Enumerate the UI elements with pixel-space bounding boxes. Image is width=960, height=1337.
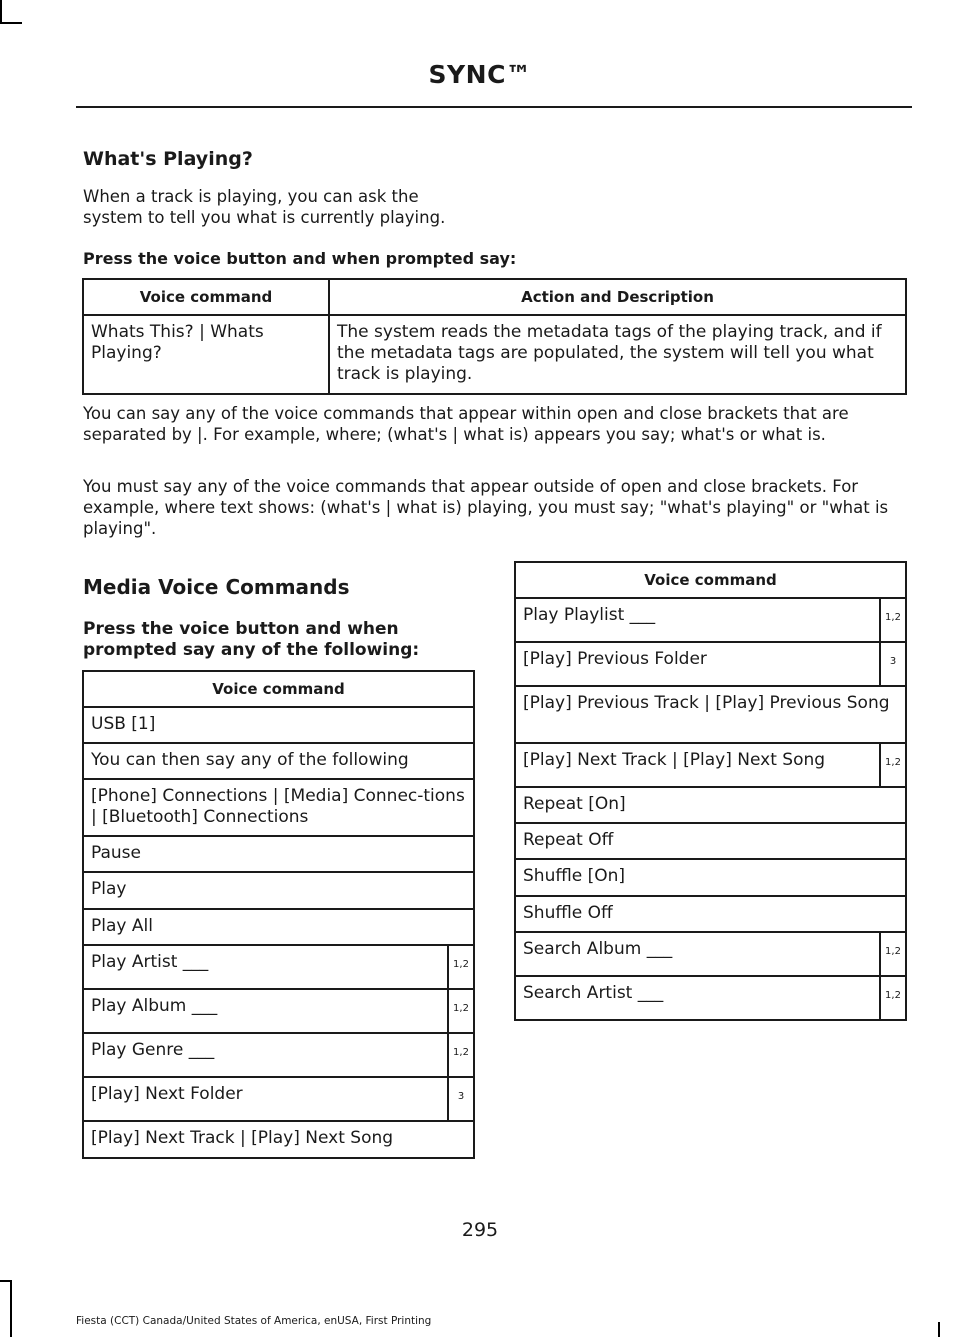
table-row: [83, 1033, 474, 1077]
command-cell: [Phone] Connections | [Media] Connec-tions | [Bluetooth] Connections: [91, 786, 465, 827]
command-cell: [Play] Previous Folder: [523, 649, 707, 669]
command-cell: Shuffle Off: [523, 903, 613, 923]
whats-playing-prompt: Press the voice button and when prompted say:: [83, 249, 517, 268]
column-header-action: Action and Description: [329, 279, 906, 315]
footnote-reference: 1,2: [885, 946, 901, 957]
brackets-paragraph-2: You must say any of the voice commands that appear outside of open and close brackets. For example, where text shows: (what's | what is) playing, you must say; "what's playing" or "what is playing".: [83, 477, 889, 538]
table-row: [83, 909, 474, 945]
command-cell: Whats This? | Whats Playing?: [91, 322, 264, 363]
command-cell: [Play] Next Track | [Play] Next Song: [91, 1128, 394, 1148]
footnote-reference: 1,2: [885, 612, 901, 623]
footnote-reference: 1,2: [453, 1047, 469, 1058]
command-cell: [Play] Previous Track | [Play] Previous Song: [523, 693, 890, 713]
table-row: [83, 989, 474, 1033]
table-row: [515, 932, 906, 976]
table-row: [83, 836, 474, 872]
table-row: [515, 598, 906, 642]
footnote-reference: 1,2: [453, 1003, 469, 1014]
media-prompt: Press the voice button and when prompted say any of the following:: [83, 619, 420, 660]
table-row: [83, 779, 474, 836]
table-row: [515, 823, 906, 859]
table-row: [83, 945, 474, 989]
footnote-reference: 3: [889, 656, 897, 667]
crop-mark-top-left: [0, 0, 2, 22]
table-row: [515, 896, 906, 932]
description-cell: The system reads the metadata tags of the playing track, and if the metadata tags are populated, the system will tell you what track is playing.: [337, 322, 882, 384]
command-cell: USB [1]: [91, 714, 156, 734]
command-cell: [Play] Next Track | [Play] Next Song: [523, 750, 826, 770]
command-cell: [Play] Next Folder: [91, 1084, 243, 1104]
media-commands-table-right: [514, 561, 907, 1021]
command-cell: Play All: [91, 916, 153, 936]
media-voice-commands-heading: Media Voice Commands: [83, 575, 350, 599]
command-cell: Play Playlist ___: [523, 605, 656, 625]
column-header-voice-command: Voice command: [83, 279, 329, 315]
command-cell: Repeat Off: [523, 830, 614, 850]
table-row: [83, 1121, 474, 1158]
command-cell: You can then say any of the following: [91, 750, 409, 770]
table-header-row: [83, 279, 906, 315]
crop-mark-bottom-left: [10, 1280, 12, 1337]
column-header-voice-command: Voice command: [515, 562, 906, 598]
footnote-reference: 1,2: [453, 959, 469, 970]
command-cell: Play Album ___: [91, 996, 218, 1016]
footnote-reference: 1,2: [885, 990, 901, 1001]
command-cell: Search Artist ___: [523, 983, 664, 1003]
command-cell: Shuffle [On]: [523, 866, 626, 886]
page-number: 295: [461, 1219, 499, 1241]
table-row: [515, 859, 906, 896]
crop-mark-bottom-right: [938, 1322, 940, 1337]
brackets-paragraph-1: You can say any of the voice commands that appear within open and close brackets that are separated by |. For example, where; (what's | what is) appears you say; what's or what is.: [83, 404, 849, 444]
command-cell: Play Genre ___: [91, 1040, 215, 1060]
table-row: [515, 787, 906, 823]
footnote-reference: 3: [457, 1091, 465, 1102]
table-row: [83, 872, 474, 909]
table-row: [83, 707, 474, 743]
column-header-voice-command: Voice command: [83, 671, 474, 707]
table-row: [83, 743, 474, 779]
table-row: [515, 743, 906, 787]
whats-playing-table: [82, 278, 907, 395]
table-header-row: [515, 562, 906, 598]
table-row: [83, 1077, 474, 1121]
footer-edition: Fiesta (CCT) Canada/United States of America, enUSA, First Printing: [76, 1315, 432, 1327]
crop-mark-top-left-h: [0, 22, 22, 24]
table-header-row: [83, 671, 474, 707]
command-cell: Search Album ___: [523, 939, 673, 959]
table-row: [515, 976, 906, 1020]
media-commands-table-left: [82, 670, 475, 1159]
command-cell: Repeat [On]: [523, 794, 626, 814]
table-row: [515, 642, 906, 686]
crop-mark-bottom-left-h: [0, 1280, 12, 1282]
header-divider: [76, 106, 912, 108]
command-cell: Pause: [91, 843, 141, 863]
footnote-reference: 1,2: [885, 757, 901, 768]
table-row: [83, 315, 906, 394]
page-header-title: SYNC™: [428, 60, 532, 89]
table-row: [515, 686, 906, 743]
whats-playing-heading: What's Playing?: [83, 148, 253, 170]
command-cell: Play Artist ___: [91, 952, 209, 972]
command-cell: Play: [91, 879, 127, 899]
whats-playing-intro: When a track is playing, you can ask the system to tell you what is currently playing.: [83, 187, 446, 227]
